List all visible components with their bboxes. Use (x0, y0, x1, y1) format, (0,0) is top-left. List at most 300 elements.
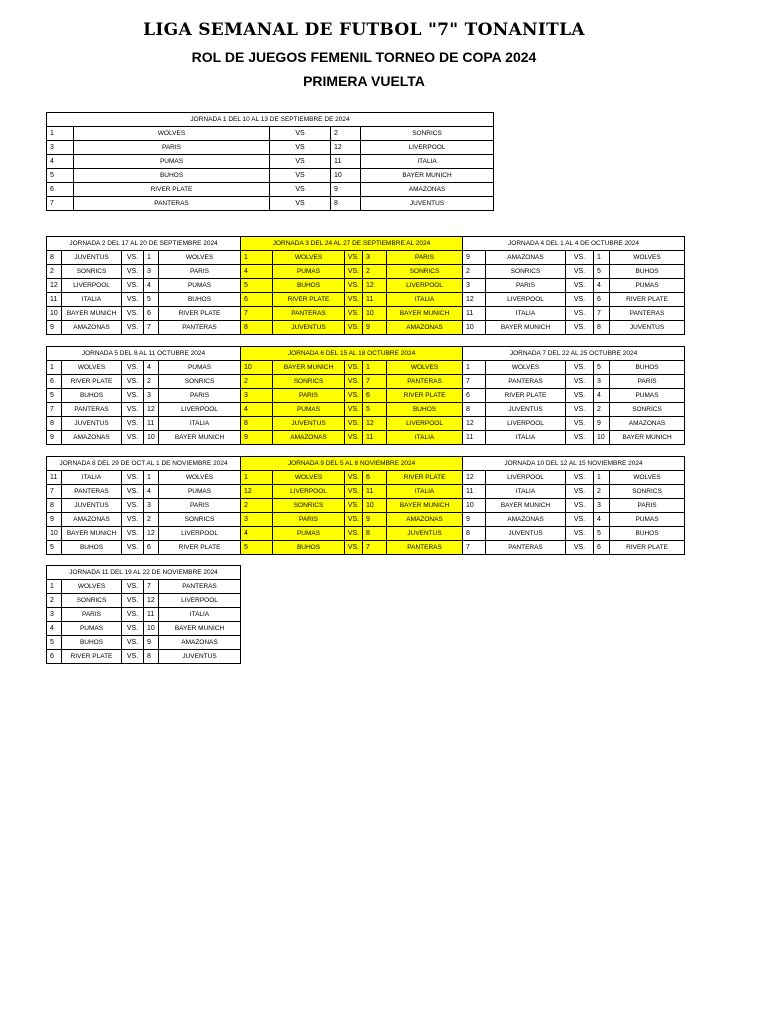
home-seed: 11 (463, 485, 486, 499)
away-seed: 5 (363, 403, 387, 417)
match-row (47, 650, 241, 664)
away-seed: 9 (594, 417, 610, 431)
jornada-table (240, 346, 463, 445)
home-team: ITALIA (486, 431, 566, 445)
jornada-table (46, 236, 241, 335)
home-team: BAYER MUNICH (486, 321, 566, 335)
vs-label: VS (270, 127, 331, 141)
away-team: ITALIA (387, 293, 463, 307)
jornada-title: JORNADA 1 DEL 10 AL 13 DE SEPTIEMBRE DE 2024 (47, 113, 494, 127)
away-team: WOLVES (159, 471, 241, 485)
away-team: ITALIA (387, 485, 463, 499)
match-row (463, 403, 685, 417)
home-team: AMAZONAS (486, 251, 566, 265)
match-row (241, 361, 463, 375)
home-seed: 8 (47, 251, 62, 265)
vs-label: VS. (122, 499, 144, 513)
away-team: WOLVES (159, 251, 241, 265)
home-team: BAYER MUNICH (486, 499, 566, 513)
jornada-title: JORNADA 7 DEL 22 AL 25 OCTUBRE 2024 (463, 347, 685, 361)
jornada-table (462, 456, 685, 555)
away-seed: 2 (594, 403, 610, 417)
away-team: PANTERAS (387, 375, 463, 389)
vs-label: VS. (122, 471, 144, 485)
home-team: PUMAS (273, 403, 345, 417)
away-seed: 9 (331, 183, 361, 197)
home-seed: 3 (241, 389, 273, 403)
home-team: PARIS (486, 279, 566, 293)
vs-label: VS. (122, 389, 144, 403)
vs-label: VS. (122, 375, 144, 389)
home-team: RIVER PLATE (273, 293, 345, 307)
home-seed: 6 (463, 389, 486, 403)
away-team: RIVER PLATE (387, 389, 463, 403)
away-team: BAYER MUNICH (361, 169, 494, 183)
home-seed: 2 (241, 375, 273, 389)
home-seed: 5 (47, 636, 62, 650)
away-team: PANTERAS (610, 307, 685, 321)
away-team: PUMAS (159, 361, 241, 375)
home-seed: 9 (241, 431, 273, 445)
away-seed: 11 (363, 431, 387, 445)
home-seed: 8 (47, 417, 62, 431)
vs-label: VS. (345, 307, 363, 321)
home-seed: 5 (47, 389, 62, 403)
away-team: PARIS (159, 499, 241, 513)
home-team: AMAZONAS (62, 431, 122, 445)
home-seed: 9 (47, 321, 62, 335)
vs-label: VS. (122, 361, 144, 375)
match-row (47, 527, 241, 541)
match-row (47, 251, 241, 265)
vs-label: VS. (566, 431, 594, 445)
jornada-table (46, 346, 241, 445)
away-seed: 12 (331, 141, 361, 155)
vs-label: VS (270, 155, 331, 169)
match-row (241, 485, 463, 499)
vs-label: VS. (566, 251, 594, 265)
away-seed: 12 (144, 527, 159, 541)
away-team: AMAZONAS (387, 513, 463, 527)
away-team: JUVENTUS (159, 650, 241, 664)
home-team: BAYER MUNICH (62, 307, 122, 321)
home-team: PANTERAS (273, 307, 345, 321)
match-row (463, 541, 685, 555)
vs-label: VS (270, 141, 331, 155)
match-row (241, 513, 463, 527)
jornada-1-table (46, 112, 494, 211)
home-seed: 7 (47, 485, 62, 499)
jornada-title: JORNADA 8 DEL 29 DE OCT AL 1 DE NOVIEMBRE 2024 (47, 457, 241, 471)
match-row (47, 361, 241, 375)
away-team: BAYER MUNICH (159, 431, 241, 445)
vs-label: VS. (566, 499, 594, 513)
away-seed: 12 (144, 594, 159, 608)
away-seed: 9 (144, 636, 159, 650)
vs-label: VS. (122, 485, 144, 499)
home-team: LIVERPOOL (486, 417, 566, 431)
away-seed: 11 (363, 485, 387, 499)
away-seed: 10 (331, 169, 361, 183)
away-team: JUVENTUS (361, 197, 494, 211)
match-row (463, 375, 685, 389)
home-seed: 1 (241, 471, 273, 485)
home-team: PANTERAS (486, 375, 566, 389)
home-team: PANTERAS (74, 197, 270, 211)
match-row (241, 389, 463, 403)
away-seed: 8 (331, 197, 361, 211)
match-row (47, 636, 241, 650)
home-team: SONRICS (486, 265, 566, 279)
home-seed: 1 (47, 580, 62, 594)
away-team: WOLVES (387, 361, 463, 375)
home-team: PARIS (74, 141, 270, 155)
match-row (463, 485, 685, 499)
match-row (47, 389, 241, 403)
jornada-title: JORNADA 3 DEL 24 AL 27 DE SEPTIEMBRE AL 2024 (241, 237, 463, 251)
away-team: LIVERPOOL (361, 141, 494, 155)
match-row (47, 608, 241, 622)
home-seed: 7 (463, 375, 486, 389)
vs-label: VS. (566, 265, 594, 279)
vs-label: VS. (122, 513, 144, 527)
away-seed: 10 (363, 499, 387, 513)
away-team: RIVER PLATE (387, 471, 463, 485)
match-row (47, 293, 241, 307)
match-row (47, 307, 241, 321)
jornada-title: JORNADA 6 DEL 15 AL 18 OCTUBRE 2024 (241, 347, 463, 361)
home-team: PARIS (62, 608, 122, 622)
away-seed: 1 (144, 251, 159, 265)
jornada-table (46, 456, 241, 555)
away-seed: 4 (594, 389, 610, 403)
match-row (241, 251, 463, 265)
match-row (47, 127, 494, 141)
home-seed: 11 (47, 471, 62, 485)
home-seed: 9 (463, 513, 486, 527)
vs-label: VS. (345, 279, 363, 293)
away-team: LIVERPOOL (159, 594, 241, 608)
home-seed: 5 (241, 541, 273, 555)
home-team: BUHOS (74, 169, 270, 183)
vs-label: VS. (345, 389, 363, 403)
away-team: SONRICS (361, 127, 494, 141)
away-team: BAYER MUNICH (610, 431, 685, 445)
vs-label: VS. (122, 527, 144, 541)
away-seed: 5 (144, 293, 159, 307)
vs-label: VS. (345, 541, 363, 555)
vs-label: VS. (122, 321, 144, 335)
away-team: RIVER PLATE (610, 541, 685, 555)
away-team: BAYER MUNICH (387, 307, 463, 321)
away-team: PANTERAS (159, 580, 241, 594)
vs-label: VS. (122, 580, 144, 594)
home-seed: 9 (47, 431, 62, 445)
home-seed: 1 (463, 361, 486, 375)
vs-label: VS. (122, 650, 144, 664)
away-team: WOLVES (610, 471, 685, 485)
match-row (241, 403, 463, 417)
home-team: JUVENTUS (273, 321, 345, 335)
document-header (0, 18, 768, 92)
away-seed: 4 (594, 513, 610, 527)
away-seed: 4 (594, 279, 610, 293)
home-seed: 6 (47, 375, 62, 389)
match-row (47, 375, 241, 389)
home-team: LIVERPOOL (486, 471, 566, 485)
home-team: JUVENTUS (62, 417, 122, 431)
away-seed: 5 (594, 361, 610, 375)
vs-label: VS. (345, 513, 363, 527)
match-row (47, 279, 241, 293)
home-seed: 12 (241, 485, 273, 499)
vs-label: VS. (122, 279, 144, 293)
home-seed: 3 (47, 608, 62, 622)
home-seed: 6 (47, 183, 74, 197)
vs-label: VS. (122, 293, 144, 307)
away-seed: 6 (594, 541, 610, 555)
home-team: RIVER PLATE (486, 389, 566, 403)
away-seed: 3 (594, 375, 610, 389)
home-seed: 11 (463, 307, 486, 321)
match-row (47, 580, 241, 594)
match-row (463, 389, 685, 403)
match-row (463, 265, 685, 279)
home-seed: 7 (241, 307, 273, 321)
away-team: PANTERAS (159, 321, 241, 335)
match-row (463, 499, 685, 513)
vs-label: VS. (345, 361, 363, 375)
away-team: PUMAS (610, 513, 685, 527)
match-row (241, 279, 463, 293)
match-row (47, 622, 241, 636)
match-row (463, 513, 685, 527)
home-team: PUMAS (74, 155, 270, 169)
match-row (463, 307, 685, 321)
away-team: PARIS (387, 251, 463, 265)
vs-label: VS. (345, 527, 363, 541)
home-team: BUHOS (273, 279, 345, 293)
home-team: AMAZONAS (486, 513, 566, 527)
away-seed: 9 (363, 321, 387, 335)
home-seed: 5 (47, 541, 62, 555)
home-team: BUHOS (62, 389, 122, 403)
home-team: ITALIA (486, 485, 566, 499)
home-seed: 9 (47, 513, 62, 527)
home-seed: 8 (463, 403, 486, 417)
match-row (47, 183, 494, 197)
home-team: SONRICS (62, 594, 122, 608)
away-team: PARIS (159, 265, 241, 279)
home-seed: 2 (47, 594, 62, 608)
away-team: SONRICS (387, 265, 463, 279)
vs-label: VS. (122, 541, 144, 555)
home-seed: 8 (463, 527, 486, 541)
home-team: PUMAS (273, 265, 345, 279)
vs-label: VS. (345, 417, 363, 431)
jornada-title: JORNADA 11 DEL 19 AL 22 DE NOVIEMBRE 2024 (47, 566, 241, 580)
away-seed: 7 (363, 541, 387, 555)
vs-label: VS. (345, 499, 363, 513)
away-seed: 2 (594, 485, 610, 499)
home-seed: 4 (47, 155, 74, 169)
away-team: LIVERPOOL (159, 527, 241, 541)
away-seed: 7 (363, 375, 387, 389)
home-seed: 4 (241, 527, 273, 541)
vs-label: VS. (345, 403, 363, 417)
away-team: BUHOS (610, 527, 685, 541)
home-seed: 3 (463, 279, 486, 293)
vs-label: VS. (566, 485, 594, 499)
home-seed: 11 (463, 431, 486, 445)
away-seed: 10 (144, 431, 159, 445)
away-team: SONRICS (159, 375, 241, 389)
vs-label: VS. (345, 375, 363, 389)
away-team: PUMAS (610, 279, 685, 293)
vs-label: VS. (566, 389, 594, 403)
away-seed: 10 (144, 622, 159, 636)
match-row (47, 485, 241, 499)
away-team: ITALIA (159, 417, 241, 431)
away-team: JUVENTUS (610, 321, 685, 335)
vs-label: VS. (122, 431, 144, 445)
home-seed: 2 (241, 499, 273, 513)
away-seed: 11 (363, 293, 387, 307)
home-team: BAYER MUNICH (273, 361, 345, 375)
match-row (241, 265, 463, 279)
home-seed: 8 (241, 417, 273, 431)
away-team: AMAZONAS (361, 183, 494, 197)
away-seed: 3 (144, 499, 159, 513)
home-team: PARIS (273, 389, 345, 403)
away-seed: 11 (144, 417, 159, 431)
vs-label: VS. (122, 594, 144, 608)
vs-label: VS. (566, 361, 594, 375)
home-team: WOLVES (486, 361, 566, 375)
home-team: LIVERPOOL (62, 279, 122, 293)
away-seed: 6 (144, 541, 159, 555)
home-seed: 5 (47, 169, 74, 183)
away-team: SONRICS (610, 485, 685, 499)
match-row (241, 499, 463, 513)
away-team: WOLVES (610, 251, 685, 265)
away-seed: 10 (363, 307, 387, 321)
home-seed: 3 (241, 513, 273, 527)
match-row (463, 321, 685, 335)
match-row (463, 431, 685, 445)
away-seed: 9 (363, 513, 387, 527)
home-team: ITALIA (486, 307, 566, 321)
match-row (463, 417, 685, 431)
home-seed: 4 (241, 403, 273, 417)
away-seed: 7 (144, 321, 159, 335)
away-team: PUMAS (610, 389, 685, 403)
away-seed: 5 (594, 265, 610, 279)
home-team: LIVERPOOL (273, 485, 345, 499)
match-row (463, 527, 685, 541)
home-seed: 10 (241, 361, 273, 375)
away-seed: 8 (594, 321, 610, 335)
away-team: PUMAS (159, 485, 241, 499)
match-row (241, 375, 463, 389)
home-seed: 10 (47, 307, 62, 321)
home-seed: 3 (47, 141, 74, 155)
home-team: RIVER PLATE (62, 375, 122, 389)
away-seed: 2 (331, 127, 361, 141)
vs-label: VS. (345, 321, 363, 335)
away-team: PARIS (610, 499, 685, 513)
home-team: SONRICS (273, 375, 345, 389)
home-seed: 7 (47, 403, 62, 417)
vs-label: VS. (345, 265, 363, 279)
away-seed: 12 (363, 279, 387, 293)
match-row (241, 307, 463, 321)
away-seed: 10 (594, 431, 610, 445)
home-team: WOLVES (74, 127, 270, 141)
vs-label: VS. (566, 321, 594, 335)
away-team: SONRICS (610, 403, 685, 417)
away-team: RIVER PLATE (159, 307, 241, 321)
match-row (241, 293, 463, 307)
away-team: ITALIA (387, 431, 463, 445)
home-seed: 4 (47, 622, 62, 636)
match-row (463, 251, 685, 265)
away-team: RIVER PLATE (610, 293, 685, 307)
home-seed: 12 (47, 279, 62, 293)
vs-label: VS. (566, 279, 594, 293)
match-row (47, 594, 241, 608)
away-seed: 11 (144, 608, 159, 622)
jornada-title: JORNADA 5 DEL 8 AL 11 OCTUBRE 2024 (47, 347, 241, 361)
away-seed: 4 (144, 485, 159, 499)
home-team: WOLVES (273, 471, 345, 485)
home-team: RIVER PLATE (62, 650, 122, 664)
home-team: WOLVES (62, 361, 122, 375)
away-team: ITALIA (361, 155, 494, 169)
home-team: ITALIA (62, 471, 122, 485)
match-row (47, 321, 241, 335)
away-team: AMAZONAS (159, 636, 241, 650)
match-row (463, 471, 685, 485)
home-team: AMAZONAS (273, 431, 345, 445)
home-seed: 5 (241, 279, 273, 293)
match-row (47, 417, 241, 431)
away-team: AMAZONAS (387, 321, 463, 335)
vs-label: VS. (122, 251, 144, 265)
vs-label: VS. (122, 636, 144, 650)
jornada-table (462, 236, 685, 335)
match-row (241, 417, 463, 431)
vs-label: VS. (345, 485, 363, 499)
jornada-table (462, 346, 685, 445)
home-seed: 10 (463, 499, 486, 513)
jornada-title: JORNADA 10 DEL 12 AL 15 NOVIEMBRE 2024 (463, 457, 685, 471)
vs-label: VS. (122, 307, 144, 321)
home-team: JUVENTUS (486, 527, 566, 541)
away-seed: 6 (144, 307, 159, 321)
home-seed: 8 (241, 321, 273, 335)
home-team: PANTERAS (62, 403, 122, 417)
vs-label: VS. (566, 471, 594, 485)
vs-label: VS. (566, 513, 594, 527)
away-seed: 7 (594, 307, 610, 321)
vs-label: VS. (566, 417, 594, 431)
vs-label: VS. (566, 403, 594, 417)
away-seed: 1 (144, 471, 159, 485)
home-team: WOLVES (62, 580, 122, 594)
home-seed: 2 (47, 265, 62, 279)
away-team: LIVERPOOL (387, 417, 463, 431)
